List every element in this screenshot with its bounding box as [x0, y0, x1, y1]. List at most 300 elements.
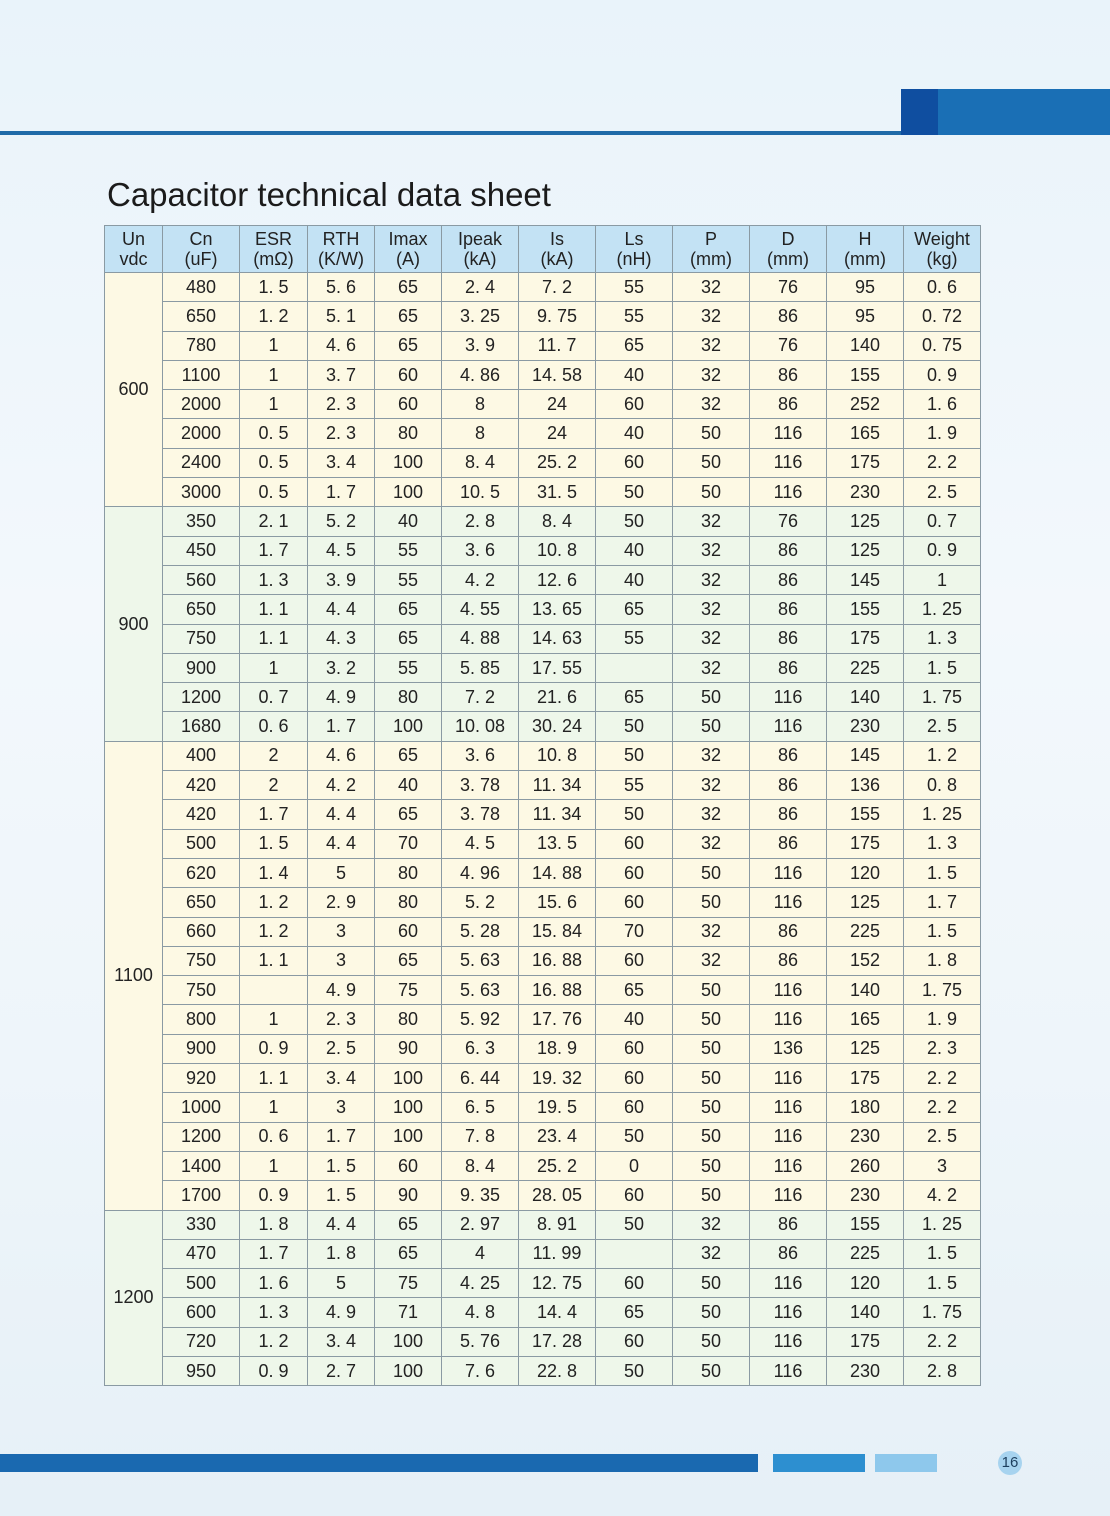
header-rule: [0, 131, 902, 135]
table-cell: 4: [442, 1239, 519, 1268]
table-row: [105, 1064, 981, 1093]
table-cell: 65: [375, 595, 442, 624]
table-cell: 3. 9: [308, 565, 375, 594]
table-cell: 4. 55: [442, 595, 519, 624]
table-cell: 1. 1: [240, 1064, 308, 1093]
table-cell: 1. 7: [308, 1122, 375, 1151]
table-cell: 55: [596, 771, 673, 800]
table-cell: 145: [827, 565, 904, 594]
table-cell: 60: [596, 946, 673, 975]
table-cell: 80: [375, 1005, 442, 1034]
table-cell: 17. 28: [519, 1327, 596, 1356]
table-cell: 40: [596, 1005, 673, 1034]
table-cell: 60: [596, 888, 673, 917]
table-cell: 500: [163, 829, 240, 858]
table-cell: 100: [375, 448, 442, 477]
table-cell: 4. 96: [442, 858, 519, 887]
table-cell: 8. 4: [442, 1151, 519, 1180]
table-cell: 86: [750, 536, 827, 565]
table-cell: 2400: [163, 448, 240, 477]
table-cell: 920: [163, 1064, 240, 1093]
table-cell: 600: [163, 1298, 240, 1327]
table-row: [105, 1269, 981, 1298]
table-cell: 2. 5: [308, 1034, 375, 1063]
table-cell: 50: [596, 800, 673, 829]
table-cell: 32: [673, 624, 750, 653]
table-cell: 1. 75: [904, 683, 981, 712]
column-header: [904, 226, 981, 273]
table-cell: 0. 6: [240, 712, 308, 741]
table-cell: 0. 7: [240, 683, 308, 712]
table-cell: 50: [596, 1356, 673, 1385]
table-cell: 65: [596, 595, 673, 624]
table-cell: 100: [375, 478, 442, 507]
table-cell: 2. 2: [904, 1327, 981, 1356]
table-cell: 1. 7: [240, 800, 308, 829]
table-cell: 1. 9: [904, 419, 981, 448]
table-row: [105, 595, 981, 624]
column-header-name: H: [858, 229, 872, 249]
table-row: [105, 1181, 981, 1210]
table-cell: 155: [827, 360, 904, 389]
table-cell: 1100: [163, 360, 240, 389]
table-cell: 750: [163, 624, 240, 653]
table-cell: 3: [308, 917, 375, 946]
table-cell: 19. 5: [519, 1093, 596, 1122]
table-cell: 5. 63: [442, 946, 519, 975]
table-cell: 95: [827, 302, 904, 331]
table-cell: 95: [827, 273, 904, 302]
table-cell: 3. 4: [308, 448, 375, 477]
table-cell: 180: [827, 1093, 904, 1122]
table-cell: 152: [827, 946, 904, 975]
table-row: [105, 771, 981, 800]
table-cell: 116: [750, 1181, 827, 1210]
table-cell: 1700: [163, 1181, 240, 1210]
table-cell: 65: [375, 1210, 442, 1239]
table-cell: 2. 97: [442, 1210, 519, 1239]
table-cell: 230: [827, 1356, 904, 1385]
table-cell: 1. 3: [904, 624, 981, 653]
table-cell: 80: [375, 419, 442, 448]
table-cell: 4. 4: [308, 829, 375, 858]
table-cell: 86: [750, 624, 827, 653]
table-row: [105, 1356, 981, 1385]
table-cell: 350: [163, 507, 240, 536]
table-cell: 225: [827, 653, 904, 682]
table-cell: 1: [240, 1151, 308, 1180]
table-cell: 155: [827, 800, 904, 829]
table-cell: 125: [827, 1034, 904, 1063]
table-cell: 32: [673, 800, 750, 829]
table-cell: 65: [375, 946, 442, 975]
column-header-name: Un: [121, 229, 145, 249]
table-cell: 60: [596, 1093, 673, 1122]
table-cell: 0. 9: [240, 1181, 308, 1210]
table-cell: 125: [827, 888, 904, 917]
table-cell: 50: [596, 712, 673, 741]
header-block-dark: [901, 89, 938, 135]
table-row: [105, 624, 981, 653]
table-cell: 650: [163, 595, 240, 624]
table-row: [105, 653, 981, 682]
table-cell: 1. 8: [904, 946, 981, 975]
table-cell: 32: [673, 741, 750, 770]
table-cell: 1. 5: [904, 1269, 981, 1298]
voltage-group-cell: 1200: [105, 1210, 163, 1386]
table-cell: 4. 4: [308, 1210, 375, 1239]
table-cell: 5. 85: [442, 653, 519, 682]
column-header: [442, 226, 519, 273]
table-cell: 32: [673, 771, 750, 800]
table-cell: 116: [750, 683, 827, 712]
table-row: [105, 683, 981, 712]
table-cell: 6. 3: [442, 1034, 519, 1063]
table-cell: 17. 55: [519, 653, 596, 682]
table-cell: 5. 92: [442, 1005, 519, 1034]
table-cell: 2000: [163, 419, 240, 448]
table-cell: 32: [673, 595, 750, 624]
table-cell: 60: [596, 1064, 673, 1093]
table-cell: 1. 75: [904, 1298, 981, 1327]
table-cell: 1000: [163, 1093, 240, 1122]
table-row: [105, 1298, 981, 1327]
table-cell: 50: [673, 478, 750, 507]
table-cell: 50: [673, 1181, 750, 1210]
table-cell: 2. 8: [904, 1356, 981, 1385]
table-cell: 50: [673, 448, 750, 477]
table-cell: 18. 9: [519, 1034, 596, 1063]
table-cell: 32: [673, 653, 750, 682]
table-cell: 116: [750, 976, 827, 1005]
table-row: [105, 712, 981, 741]
table-cell: 7. 2: [519, 273, 596, 302]
table-cell: 86: [750, 946, 827, 975]
table-cell: 50: [673, 858, 750, 887]
voltage-group-cell: 600: [105, 273, 163, 507]
table-cell: 10. 8: [519, 741, 596, 770]
table-cell: 8. 4: [442, 448, 519, 477]
table-cell: 50: [673, 712, 750, 741]
column-header: [673, 226, 750, 273]
column-header-name: P: [704, 229, 717, 249]
table-cell: 1400: [163, 1151, 240, 1180]
table-cell: 60: [375, 1151, 442, 1180]
table-cell: 116: [750, 1122, 827, 1151]
table-cell: 1. 2: [240, 1327, 308, 1356]
table-cell: 230: [827, 712, 904, 741]
table-cell: 32: [673, 1210, 750, 1239]
table-cell: 14. 63: [519, 624, 596, 653]
table-cell: 2. 8: [442, 507, 519, 536]
table-row: [105, 478, 981, 507]
table-cell: 800: [163, 1005, 240, 1034]
table-cell: 1. 4: [240, 858, 308, 887]
table-cell: 165: [827, 1005, 904, 1034]
table-cell: 50: [673, 683, 750, 712]
table-cell: 8. 91: [519, 1210, 596, 1239]
table-cell: 145: [827, 741, 904, 770]
table-cell: 86: [750, 771, 827, 800]
table-cell: 4. 86: [442, 360, 519, 389]
table-cell: 4. 5: [442, 829, 519, 858]
table-cell: 50: [673, 888, 750, 917]
table-cell: 750: [163, 976, 240, 1005]
table-cell: 8: [442, 419, 519, 448]
column-header-unit: (A): [396, 249, 420, 269]
table-cell: 1: [240, 390, 308, 419]
table-cell: 50: [673, 1356, 750, 1385]
table-cell: 9. 35: [442, 1181, 519, 1210]
table-cell: 32: [673, 565, 750, 594]
table-cell: 28. 05: [519, 1181, 596, 1210]
table-cell: 86: [750, 917, 827, 946]
column-header-unit: (uF): [184, 249, 218, 269]
table-row: [105, 390, 981, 419]
table-cell: 55: [596, 302, 673, 331]
table-cell: 400: [163, 741, 240, 770]
table-cell: [596, 653, 673, 682]
table-cell: 65: [375, 331, 442, 360]
table-cell: 230: [827, 478, 904, 507]
table-cell: 11. 99: [519, 1239, 596, 1268]
table-cell: 13. 5: [519, 829, 596, 858]
table-cell: 100: [375, 1122, 442, 1151]
table-cell: 175: [827, 1064, 904, 1093]
table-cell: 3. 6: [442, 536, 519, 565]
table-cell: 1. 5: [904, 858, 981, 887]
table-cell: 1. 7: [240, 536, 308, 565]
column-header-unit: (K/W): [318, 249, 364, 269]
table-cell: 2. 3: [904, 1034, 981, 1063]
table-cell: 140: [827, 331, 904, 360]
table-cell: 25. 2: [519, 448, 596, 477]
table-cell: 65: [596, 331, 673, 360]
table-cell: 5. 28: [442, 917, 519, 946]
table-cell: 116: [750, 858, 827, 887]
table-cell: 650: [163, 888, 240, 917]
table-cell: 1. 25: [904, 595, 981, 624]
table-cell: 140: [827, 683, 904, 712]
table-cell: 32: [673, 302, 750, 331]
table-cell: 0. 6: [240, 1122, 308, 1151]
table-cell: 14. 88: [519, 858, 596, 887]
table-cell: 21. 6: [519, 683, 596, 712]
table-cell: 40: [596, 565, 673, 594]
table-cell: 10. 5: [442, 478, 519, 507]
table-cell: 90: [375, 1181, 442, 1210]
table-cell: 1. 3: [240, 565, 308, 594]
table-cell: 10. 8: [519, 536, 596, 565]
table-cell: 2. 2: [904, 448, 981, 477]
table-cell: 0. 9: [904, 360, 981, 389]
table-cell: 1. 7: [904, 888, 981, 917]
table-cell: 70: [596, 917, 673, 946]
table-row: [105, 829, 981, 858]
table-cell: 1. 5: [308, 1181, 375, 1210]
table-row: [105, 888, 981, 917]
table-cell: 2. 3: [308, 1005, 375, 1034]
table-cell: 11. 34: [519, 771, 596, 800]
table-cell: 230: [827, 1181, 904, 1210]
table-cell: 2. 2: [904, 1093, 981, 1122]
table-cell: 86: [750, 1210, 827, 1239]
table-cell: 3. 25: [442, 302, 519, 331]
table-row: [105, 536, 981, 565]
table-row: [105, 1034, 981, 1063]
table-body: [105, 273, 981, 1386]
column-header: [750, 226, 827, 273]
table-cell: 100: [375, 1093, 442, 1122]
table-cell: 136: [750, 1034, 827, 1063]
column-header-name: ESR: [254, 229, 292, 249]
table-cell: 75: [375, 976, 442, 1005]
column-header: [163, 226, 240, 273]
table-cell: 3. 7: [308, 360, 375, 389]
table-cell: 4. 4: [308, 800, 375, 829]
table-cell: 80: [375, 888, 442, 917]
header-block: [938, 89, 1110, 135]
table-cell: [596, 1239, 673, 1268]
column-header-name: Imax: [388, 229, 428, 249]
table-cell: 4. 6: [308, 741, 375, 770]
table-cell: 50: [673, 1327, 750, 1356]
table-cell: 1. 5: [308, 1151, 375, 1180]
table-cell: 175: [827, 448, 904, 477]
table-cell: 55: [596, 273, 673, 302]
table-cell: 50: [673, 1064, 750, 1093]
table-cell: 900: [163, 653, 240, 682]
table-cell: 0. 5: [240, 448, 308, 477]
table-cell: 1. 5: [904, 917, 981, 946]
table-cell: 1200: [163, 683, 240, 712]
table-cell: 32: [673, 829, 750, 858]
table-row: [105, 331, 981, 360]
table-cell: 1. 2: [240, 888, 308, 917]
table-cell: 116: [750, 1269, 827, 1298]
table-cell: 13. 65: [519, 595, 596, 624]
table-row: [105, 741, 981, 770]
table-cell: 65: [596, 976, 673, 1005]
table-cell: 2. 2: [904, 1064, 981, 1093]
table-cell: 2. 9: [308, 888, 375, 917]
table-cell: 950: [163, 1356, 240, 1385]
voltage-group-cell: 900: [105, 507, 163, 741]
table-cell: 55: [375, 653, 442, 682]
table-cell: 4. 2: [308, 771, 375, 800]
table-cell: 5. 76: [442, 1327, 519, 1356]
table-cell: 60: [596, 858, 673, 887]
table-cell: 2. 5: [904, 1122, 981, 1151]
table-cell: 4. 6: [308, 331, 375, 360]
table-cell: 125: [827, 507, 904, 536]
table-cell: 76: [750, 331, 827, 360]
table-cell: 175: [827, 829, 904, 858]
table-cell: 1. 6: [240, 1269, 308, 1298]
table-cell: 5. 2: [308, 507, 375, 536]
table-cell: 60: [375, 390, 442, 419]
table-cell: 650: [163, 302, 240, 331]
column-header-unit: (kA): [463, 249, 497, 269]
table-cell: 1: [240, 360, 308, 389]
table-cell: 1. 6: [904, 390, 981, 419]
table-cell: 40: [375, 771, 442, 800]
column-header-unit: (mm): [844, 249, 886, 269]
table-cell: 2: [240, 741, 308, 770]
table-cell: 0. 72: [904, 302, 981, 331]
table-cell: 3. 2: [308, 653, 375, 682]
table-cell: 2. 4: [442, 273, 519, 302]
table-cell: 86: [750, 829, 827, 858]
table-cell: 230: [827, 1122, 904, 1151]
column-header-name: Ls: [624, 229, 644, 249]
table-cell: 3: [308, 1093, 375, 1122]
table-cell: 16. 88: [519, 946, 596, 975]
table-cell: 5: [308, 858, 375, 887]
table-cell: 0. 5: [240, 478, 308, 507]
table-cell: 100: [375, 712, 442, 741]
table-cell: 70: [375, 829, 442, 858]
table-row: [105, 858, 981, 887]
table-cell: 1: [240, 1005, 308, 1034]
table-cell: 470: [163, 1239, 240, 1268]
table-cell: 1: [240, 653, 308, 682]
table-cell: 32: [673, 331, 750, 360]
table-cell: 5. 63: [442, 976, 519, 1005]
table-cell: 116: [750, 448, 827, 477]
table-cell: 4. 4: [308, 595, 375, 624]
table-cell: 86: [750, 1239, 827, 1268]
table-cell: 560: [163, 565, 240, 594]
table-cell: 60: [596, 448, 673, 477]
table-cell: 60: [375, 360, 442, 389]
table-cell: 4. 8: [442, 1298, 519, 1327]
table-cell: 60: [596, 1181, 673, 1210]
table-cell: 5: [308, 1269, 375, 1298]
table-cell: 5. 2: [442, 888, 519, 917]
table-cell: 31. 5: [519, 478, 596, 507]
table-cell: 720: [163, 1327, 240, 1356]
table-cell: 76: [750, 507, 827, 536]
column-header-unit: (kg): [926, 249, 958, 269]
column-header-unit: (mΩ): [253, 249, 294, 269]
table-cell: 40: [596, 536, 673, 565]
column-header-unit: (kA): [540, 249, 574, 269]
table-row: [105, 1151, 981, 1180]
table-cell: 0. 6: [904, 273, 981, 302]
table-cell: 1. 2: [240, 302, 308, 331]
table-cell: 1: [904, 565, 981, 594]
table-cell: 4. 9: [308, 1298, 375, 1327]
table-cell: 9. 75: [519, 302, 596, 331]
table-cell: 14. 58: [519, 360, 596, 389]
table-cell: 2. 3: [308, 419, 375, 448]
table-row: [105, 1210, 981, 1239]
column-header-unit: (mm): [690, 249, 732, 269]
table-row: [105, 419, 981, 448]
table-cell: 50: [673, 1034, 750, 1063]
table-cell: 24: [519, 390, 596, 419]
table-row: [105, 448, 981, 477]
table-cell: 17. 76: [519, 1005, 596, 1034]
table-cell: 1. 7: [308, 478, 375, 507]
table-cell: 24: [519, 419, 596, 448]
table-cell: 660: [163, 917, 240, 946]
table-cell: 50: [673, 1005, 750, 1034]
table-cell: 2000: [163, 390, 240, 419]
table-cell: 100: [375, 1327, 442, 1356]
capacitor-data-table: [104, 225, 981, 1386]
